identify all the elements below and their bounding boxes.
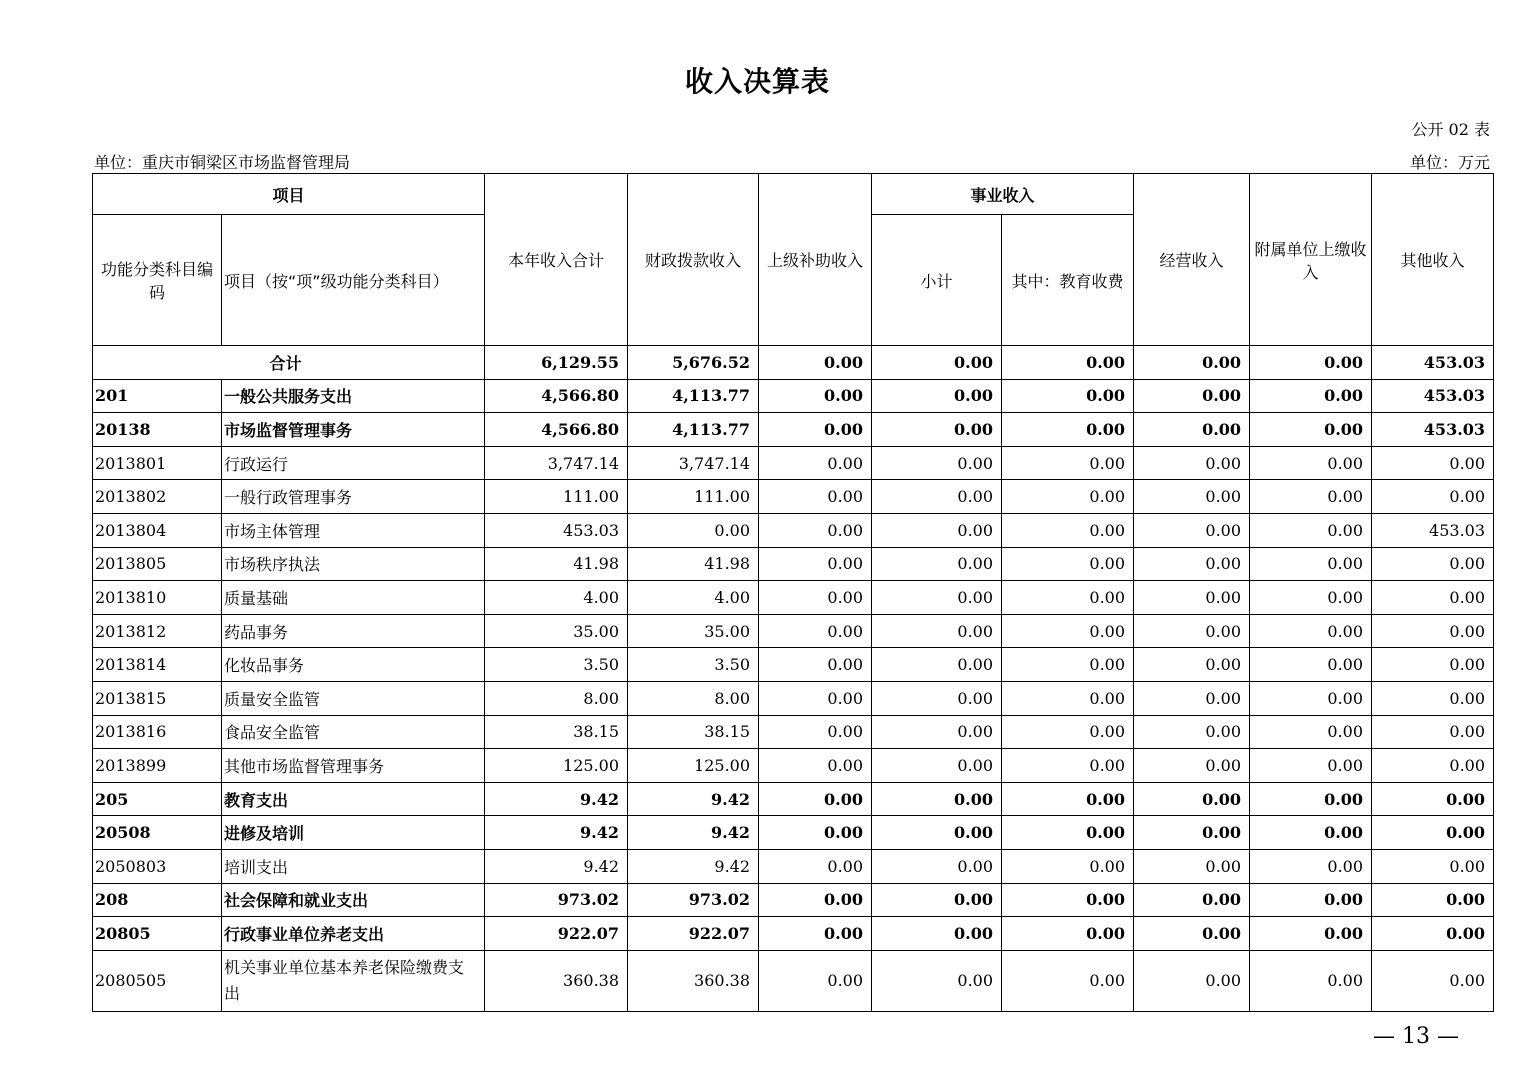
table-row (93, 446, 1494, 480)
cell-operating: 0.00 (1134, 883, 1250, 917)
cell-subtotal: 0.00 (872, 379, 1002, 413)
table-header (93, 174, 1494, 346)
table-row (93, 715, 1494, 749)
cell-subtotal: 0.00 (872, 715, 1002, 749)
cell-superior: 0.00 (759, 346, 872, 380)
cell-name: 食品安全监管 (222, 715, 485, 749)
cell-education: 0.00 (1002, 346, 1134, 380)
cell-subtotal: 0.00 (872, 782, 1002, 816)
cell-subtotal: 0.00 (872, 346, 1002, 380)
header-code: 功能分类科目编码 (93, 215, 222, 346)
cell-total: 125.00 (485, 749, 628, 783)
cell-superior: 0.00 (759, 849, 872, 883)
cell-other: 453.03 (1372, 513, 1494, 547)
cell-subtotal: 0.00 (872, 614, 1002, 648)
total-label: 合计 (93, 346, 485, 380)
cell-other: 0.00 (1372, 883, 1494, 917)
cell-affiliated: 0.00 (1250, 715, 1372, 749)
cell-code: 20508 (93, 816, 222, 850)
cell-fiscal: 111.00 (628, 480, 759, 514)
cell-affiliated: 0.00 (1250, 849, 1372, 883)
cell-fiscal: 35.00 (628, 614, 759, 648)
cell-operating: 0.00 (1134, 715, 1250, 749)
cell-education: 0.00 (1002, 883, 1134, 917)
cell-education: 0.00 (1002, 413, 1134, 447)
cell-other: 0.00 (1372, 816, 1494, 850)
cell-other: 0.00 (1372, 547, 1494, 581)
cell-fiscal: 3.50 (628, 648, 759, 682)
cell-operating: 0.00 (1134, 581, 1250, 615)
cell-name: 质量基础 (222, 581, 485, 615)
cell-superior: 0.00 (759, 614, 872, 648)
table-row (93, 614, 1494, 648)
cell-operating: 0.00 (1134, 446, 1250, 480)
cell-total: 4,566.80 (485, 413, 628, 447)
cell-name: 一般公共服务支出 (222, 379, 485, 413)
cell-superior: 0.00 (759, 681, 872, 715)
header-subtotal: 小计 (872, 215, 1002, 346)
cell-name: 市场秩序执法 (222, 547, 485, 581)
cell-education: 0.00 (1002, 816, 1134, 850)
cell-total: 922.07 (485, 917, 628, 951)
cell-operating: 0.00 (1134, 480, 1250, 514)
header-superior: 上级补助收入 (759, 174, 872, 346)
header-other: 其他收入 (1372, 174, 1494, 346)
cell-education: 0.00 (1002, 917, 1134, 951)
cell-affiliated: 0.00 (1250, 346, 1372, 380)
cell-affiliated: 0.00 (1250, 950, 1372, 1011)
cell-education: 0.00 (1002, 950, 1134, 1011)
cell-other: 453.03 (1372, 413, 1494, 447)
cell-fiscal: 922.07 (628, 917, 759, 951)
cell-subtotal: 0.00 (872, 648, 1002, 682)
cell-fiscal: 9.42 (628, 816, 759, 850)
cell-total: 9.42 (485, 849, 628, 883)
cell-superior: 0.00 (759, 816, 872, 850)
table-row (93, 581, 1494, 615)
cell-total: 4,566.80 (485, 379, 628, 413)
total-row (93, 346, 1494, 380)
cell-code: 2013801 (93, 446, 222, 480)
cell-code: 2013810 (93, 581, 222, 615)
header-project: 项目 (93, 174, 485, 215)
cell-fiscal: 125.00 (628, 749, 759, 783)
cell-other: 0.00 (1372, 950, 1494, 1011)
cell-total: 973.02 (485, 883, 628, 917)
income-table (92, 173, 1494, 1012)
header-name: 项目（按“项”级功能分类科目） (222, 215, 485, 346)
table-row (93, 749, 1494, 783)
cell-total: 3.50 (485, 648, 628, 682)
cell-superior: 0.00 (759, 480, 872, 514)
cell-operating: 0.00 (1134, 547, 1250, 581)
cell-name: 机关事业单位基本养老保险缴费支出 (222, 950, 485, 1011)
cell-name: 市场监督管理事务 (222, 413, 485, 447)
cell-education: 0.00 (1002, 681, 1134, 715)
cell-affiliated: 0.00 (1250, 446, 1372, 480)
cell-total: 35.00 (485, 614, 628, 648)
cell-name: 一般行政管理事务 (222, 480, 485, 514)
cell-code: 2013899 (93, 749, 222, 783)
cell-affiliated: 0.00 (1250, 513, 1372, 547)
cell-education: 0.00 (1002, 547, 1134, 581)
cell-affiliated: 0.00 (1250, 648, 1372, 682)
cell-education: 0.00 (1002, 513, 1134, 547)
cell-superior: 0.00 (759, 883, 872, 917)
header-fiscal: 财政拨款收入 (628, 174, 759, 346)
cell-other: 0.00 (1372, 614, 1494, 648)
cell-subtotal: 0.00 (872, 749, 1002, 783)
cell-other: 0.00 (1372, 446, 1494, 480)
cell-fiscal: 360.38 (628, 950, 759, 1011)
cell-code: 208 (93, 883, 222, 917)
cell-operating: 0.00 (1134, 917, 1250, 951)
cell-education: 0.00 (1002, 379, 1134, 413)
cell-operating: 0.00 (1134, 346, 1250, 380)
table-row (93, 413, 1494, 447)
cell-name: 行政运行 (222, 446, 485, 480)
cell-operating: 0.00 (1134, 379, 1250, 413)
cell-code: 2080505 (93, 950, 222, 1011)
cell-education: 0.00 (1002, 849, 1134, 883)
cell-fiscal: 4,113.77 (628, 379, 759, 413)
cell-code: 2013802 (93, 480, 222, 514)
unit-currency: 单位：万元 (1409, 153, 1490, 172)
cell-fiscal: 973.02 (628, 883, 759, 917)
cell-name: 药品事务 (222, 614, 485, 648)
cell-name: 市场主体管理 (222, 513, 485, 547)
cell-other: 0.00 (1372, 681, 1494, 715)
cell-operating: 0.00 (1134, 681, 1250, 715)
table-row (93, 917, 1494, 951)
cell-operating: 0.00 (1134, 950, 1250, 1011)
table-row (93, 480, 1494, 514)
table-row (93, 849, 1494, 883)
cell-subtotal: 0.00 (872, 480, 1002, 514)
cell-fiscal: 9.42 (628, 782, 759, 816)
table-row (93, 547, 1494, 581)
cell-operating: 0.00 (1134, 648, 1250, 682)
table-body (93, 346, 1494, 1012)
cell-affiliated: 0.00 (1250, 547, 1372, 581)
cell-superior: 0.00 (759, 513, 872, 547)
cell-other: 453.03 (1372, 346, 1494, 380)
cell-other: 453.03 (1372, 379, 1494, 413)
cell-education: 0.00 (1002, 480, 1134, 514)
cell-fiscal: 41.98 (628, 547, 759, 581)
cell-operating: 0.00 (1134, 849, 1250, 883)
cell-total: 9.42 (485, 816, 628, 850)
cell-name: 社会保障和就业支出 (222, 883, 485, 917)
form-number: 公开 02 表 (1411, 120, 1490, 139)
cell-total: 41.98 (485, 547, 628, 581)
cell-education: 0.00 (1002, 782, 1134, 816)
cell-affiliated: 0.00 (1250, 782, 1372, 816)
cell-other: 0.00 (1372, 917, 1494, 951)
table-row (93, 816, 1494, 850)
cell-total: 9.42 (485, 782, 628, 816)
cell-code: 2013816 (93, 715, 222, 749)
table-row (93, 883, 1494, 917)
cell-subtotal: 0.00 (872, 849, 1002, 883)
cell-code: 2013815 (93, 681, 222, 715)
cell-fiscal: 9.42 (628, 849, 759, 883)
cell-fiscal: 38.15 (628, 715, 759, 749)
cell-affiliated: 0.00 (1250, 480, 1372, 514)
header-education: 其中：教育收费 (1002, 215, 1134, 346)
cell-affiliated: 0.00 (1250, 614, 1372, 648)
cell-total: 111.00 (485, 480, 628, 514)
cell-total: 6,129.55 (485, 346, 628, 380)
cell-fiscal: 3,747.14 (628, 446, 759, 480)
cell-education: 0.00 (1002, 446, 1134, 480)
cell-affiliated: 0.00 (1250, 917, 1372, 951)
cell-operating: 0.00 (1134, 749, 1250, 783)
unit-organization: 单位：重庆市铜梁区市场监督管理局 (94, 153, 351, 172)
cell-operating: 0.00 (1134, 816, 1250, 850)
cell-subtotal: 0.00 (872, 413, 1002, 447)
table-row (93, 513, 1494, 547)
cell-subtotal: 0.00 (872, 950, 1002, 1011)
cell-other: 0.00 (1372, 749, 1494, 783)
header-business: 事业收入 (872, 174, 1134, 215)
cell-total: 453.03 (485, 513, 628, 547)
cell-superior: 0.00 (759, 581, 872, 615)
cell-affiliated: 0.00 (1250, 581, 1372, 615)
cell-education: 0.00 (1002, 749, 1134, 783)
cell-fiscal: 4.00 (628, 581, 759, 615)
cell-fiscal: 8.00 (628, 681, 759, 715)
cell-subtotal: 0.00 (872, 547, 1002, 581)
cell-other: 0.00 (1372, 782, 1494, 816)
cell-affiliated: 0.00 (1250, 681, 1372, 715)
cell-total: 3,747.14 (485, 446, 628, 480)
header-affiliated: 附属单位上缴收入 (1250, 174, 1372, 346)
cell-fiscal: 0.00 (628, 513, 759, 547)
cell-other: 0.00 (1372, 581, 1494, 615)
cell-operating: 0.00 (1134, 614, 1250, 648)
cell-name: 行政事业单位养老支出 (222, 917, 485, 951)
cell-superior: 0.00 (759, 749, 872, 783)
page-title: 收入决算表 (684, 65, 830, 98)
cell-affiliated: 0.00 (1250, 883, 1372, 917)
cell-name: 教育支出 (222, 782, 485, 816)
cell-name: 质量安全监管 (222, 681, 485, 715)
cell-operating: 0.00 (1134, 782, 1250, 816)
cell-affiliated: 0.00 (1250, 816, 1372, 850)
cell-superior: 0.00 (759, 413, 872, 447)
cell-subtotal: 0.00 (872, 446, 1002, 480)
cell-code: 20138 (93, 413, 222, 447)
table-row (93, 681, 1494, 715)
cell-subtotal: 0.00 (872, 883, 1002, 917)
cell-name: 化妆品事务 (222, 648, 485, 682)
cell-name: 其他市场监督管理事务 (222, 749, 485, 783)
cell-other: 0.00 (1372, 715, 1494, 749)
cell-name: 培训支出 (222, 849, 485, 883)
header-operating: 经营收入 (1134, 174, 1250, 346)
cell-total: 4.00 (485, 581, 628, 615)
cell-total: 38.15 (485, 715, 628, 749)
cell-education: 0.00 (1002, 648, 1134, 682)
cell-affiliated: 0.00 (1250, 749, 1372, 783)
table-row (93, 648, 1494, 682)
cell-superior: 0.00 (759, 648, 872, 682)
cell-operating: 0.00 (1134, 513, 1250, 547)
cell-superior: 0.00 (759, 446, 872, 480)
cell-education: 0.00 (1002, 581, 1134, 615)
cell-code: 205 (93, 782, 222, 816)
cell-superior: 0.00 (759, 547, 872, 581)
cell-other: 0.00 (1372, 648, 1494, 682)
cell-affiliated: 0.00 (1250, 413, 1372, 447)
cell-subtotal: 0.00 (872, 816, 1002, 850)
cell-superior: 0.00 (759, 715, 872, 749)
cell-code: 201 (93, 379, 222, 413)
table-row (93, 782, 1494, 816)
cell-affiliated: 0.00 (1250, 379, 1372, 413)
cell-operating: 0.00 (1134, 413, 1250, 447)
cell-other: 0.00 (1372, 480, 1494, 514)
page-number: — 13 — (1373, 1024, 1459, 1049)
table-row (93, 379, 1494, 413)
cell-code: 2050803 (93, 849, 222, 883)
cell-subtotal: 0.00 (872, 513, 1002, 547)
cell-name: 进修及培训 (222, 816, 485, 850)
cell-code: 20805 (93, 917, 222, 951)
cell-fiscal: 4,113.77 (628, 413, 759, 447)
cell-superior: 0.00 (759, 782, 872, 816)
cell-education: 0.00 (1002, 614, 1134, 648)
cell-total: 360.38 (485, 950, 628, 1011)
table-row (93, 950, 1494, 1011)
cell-code: 2013804 (93, 513, 222, 547)
cell-superior: 0.00 (759, 950, 872, 1011)
cell-subtotal: 0.00 (872, 917, 1002, 951)
cell-fiscal: 5,676.52 (628, 346, 759, 380)
cell-total: 8.00 (485, 681, 628, 715)
cell-other: 0.00 (1372, 849, 1494, 883)
cell-subtotal: 0.00 (872, 581, 1002, 615)
cell-education: 0.00 (1002, 715, 1134, 749)
cell-superior: 0.00 (759, 379, 872, 413)
cell-code: 2013812 (93, 614, 222, 648)
cell-code: 2013805 (93, 547, 222, 581)
header-total: 本年收入合计 (485, 174, 628, 346)
cell-code: 2013814 (93, 648, 222, 682)
cell-superior: 0.00 (759, 917, 872, 951)
cell-subtotal: 0.00 (872, 681, 1002, 715)
